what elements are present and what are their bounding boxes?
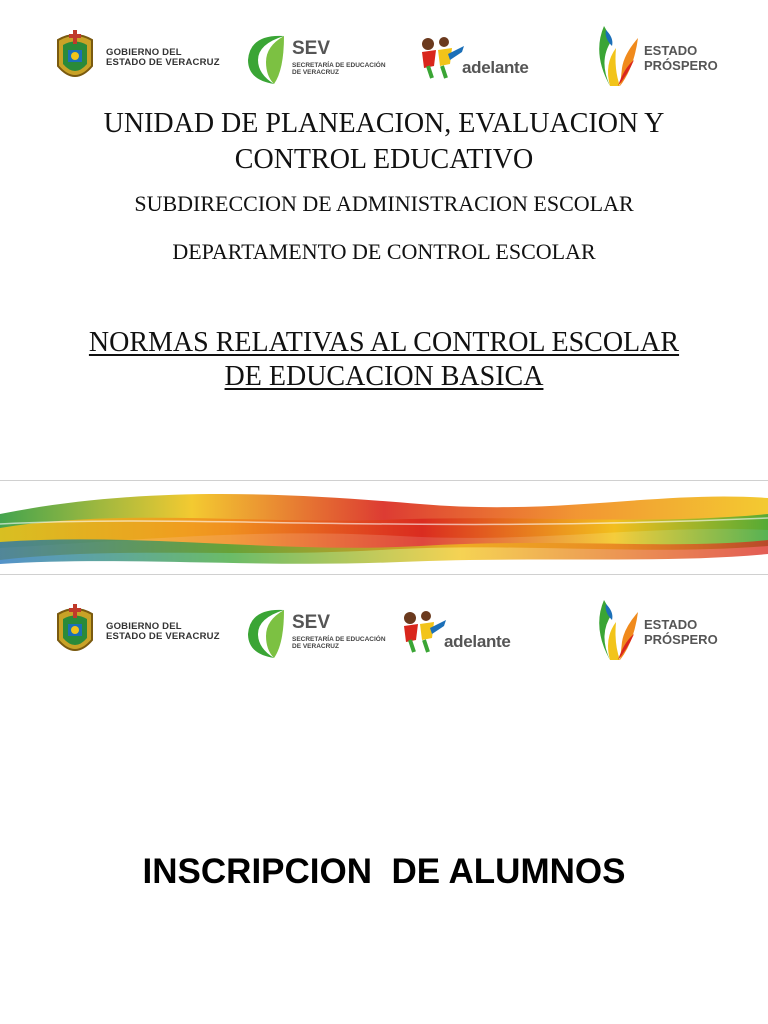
estado-prospero-flame-icon [594, 24, 640, 90]
section-heading: INSCRIPCION DE ALUMNOS [142, 852, 626, 891]
adelante-children-icon [400, 610, 448, 654]
sev-leaf-icon [244, 604, 290, 660]
logo-estado-prospero [594, 24, 734, 94]
estado-prospero-flame-icon [594, 598, 640, 664]
logo-estado-prospero-2 [594, 598, 734, 668]
unit-title-line2: CONTROL EDUCATIVO [234, 144, 534, 175]
sev-line2: DE VERACRUZ [292, 69, 339, 77]
logo-government-veracruz [50, 24, 230, 94]
logo-adelante [418, 24, 538, 94]
ribbon-divider-top [0, 480, 768, 481]
logo-adelante-2 [400, 598, 520, 668]
sev-line2: DE VERACRUZ [292, 643, 339, 651]
sev-line1: SECRETARÍA DE EDUCACIÓN [292, 636, 386, 643]
government-line1: GOBIERNO DEL [106, 47, 182, 58]
government-line2: ESTADO DE VERACRUZ [106, 631, 220, 643]
departamento-title: DEPARTAMENTO DE CONTROL ESCOLAR [172, 239, 596, 264]
sev-name: SEV [292, 612, 331, 633]
veracruz-coat-of-arms-icon [50, 602, 100, 662]
normas-title-line1: NORMAS RELATIVAS AL CONTROL ESCOLAR [88, 327, 680, 358]
veracruz-coat-of-arms-icon [50, 28, 100, 88]
estado-line2: PRÓSPERO [644, 631, 718, 647]
sev-leaf-icon [244, 30, 290, 86]
ribbon-divider-bottom [0, 574, 768, 575]
estado-line1: ESTADO [644, 43, 698, 58]
normas-title [0, 326, 768, 394]
sev-name: SEV [292, 38, 331, 59]
logo-row-top [0, 24, 768, 94]
sev-line1: SECRETARÍA DE EDUCACIÓN [292, 62, 386, 69]
logo-government-veracruz-2 [50, 598, 230, 668]
government-line1: GOBIERNO DEL [106, 621, 182, 632]
estado-line1: ESTADO [644, 617, 698, 632]
logo-sev-2 [244, 598, 394, 668]
normas-title-line2: DE EDUCACION BASICA [224, 361, 544, 392]
government-line2: ESTADO DE VERACRUZ [106, 57, 220, 69]
subdireccion-title: SUBDIRECCION DE ADMINISTRACION ESCOLAR [134, 191, 634, 216]
logo-sev [244, 24, 394, 94]
unit-title-line1: UNIDAD DE PLANEACION, EVALUACION Y [103, 108, 665, 139]
estado-line2: PRÓSPERO [644, 57, 718, 73]
color-ribbon-band [0, 484, 768, 572]
logo-row-bottom [0, 598, 768, 668]
unit-title [0, 106, 768, 178]
adelante-name: adelante [444, 632, 511, 651]
adelante-name: adelante [462, 58, 529, 77]
adelante-children-icon [418, 36, 466, 80]
